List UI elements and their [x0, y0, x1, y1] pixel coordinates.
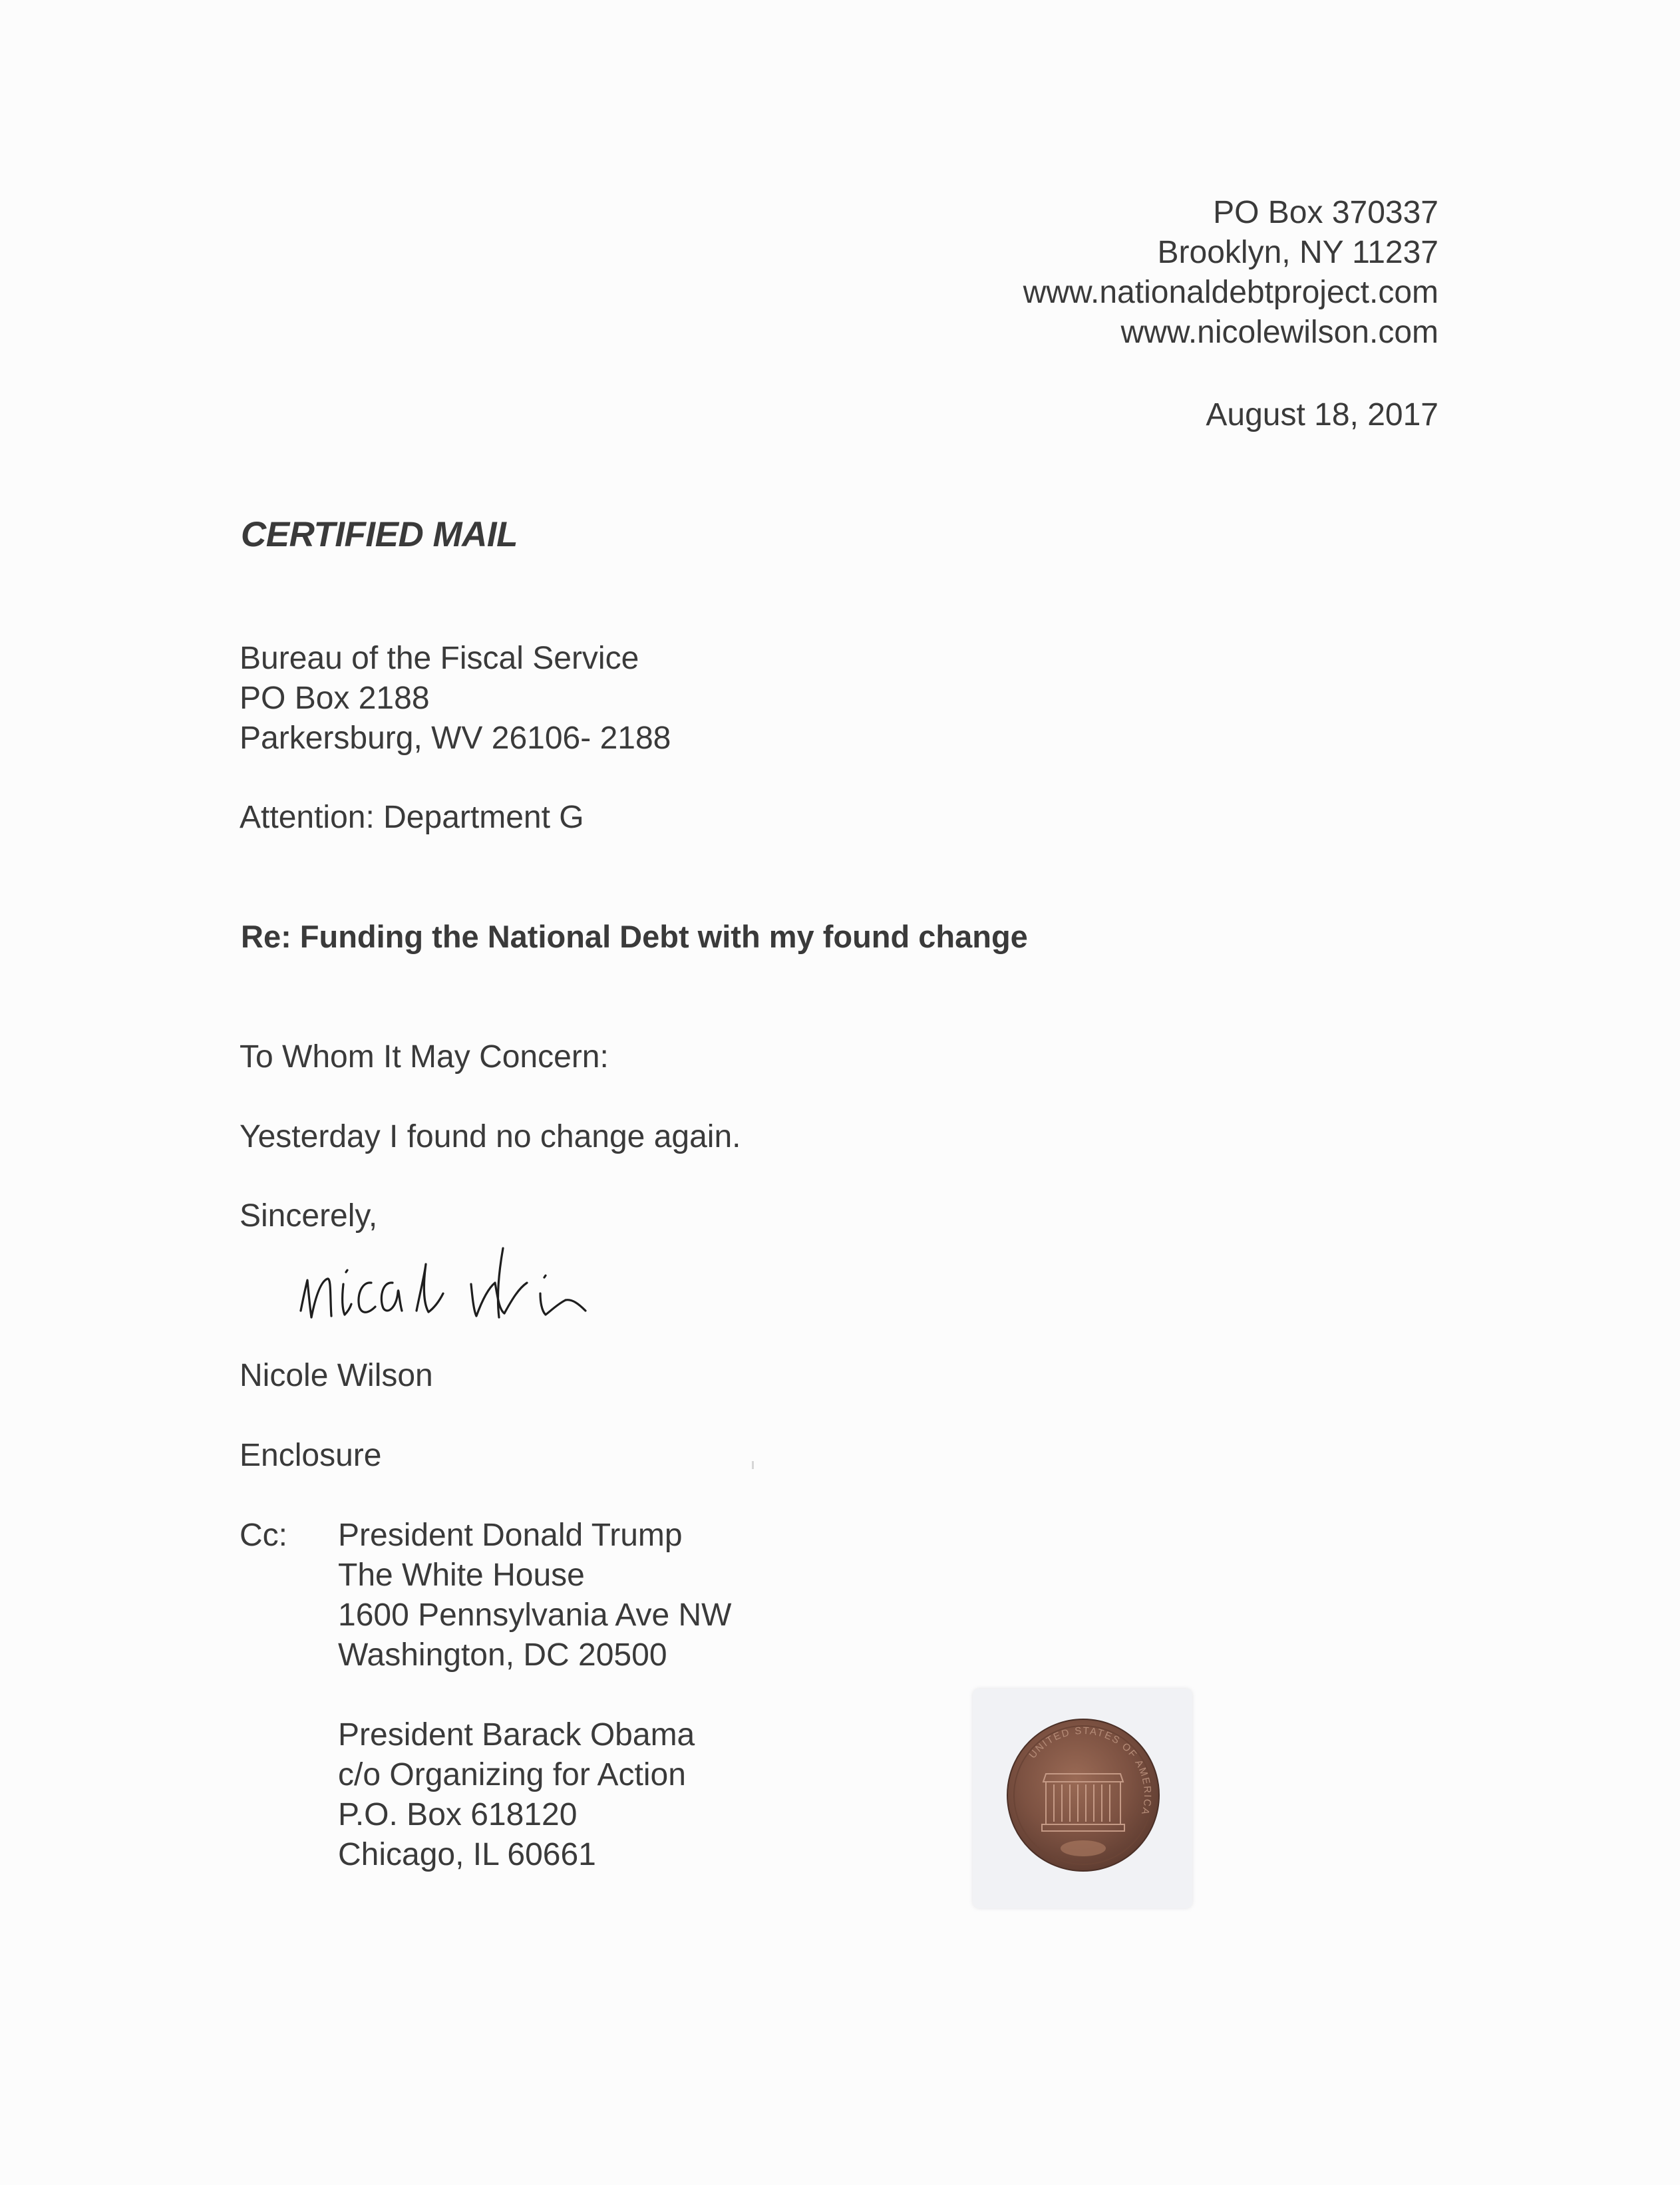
attention-line	[240, 798, 584, 838]
signer-name-text: Nicole Wilson	[240, 1358, 433, 1393]
recipient-line: Bureau of the Fiscal Service	[240, 641, 639, 676]
cc-line: Chicago, IL 60661	[338, 1837, 596, 1872]
cc-line: President Donald Trump	[338, 1518, 683, 1553]
cc-line: Washington, DC 20500	[338, 1637, 667, 1673]
certified-mail-heading: CERTIFIED MAIL	[241, 515, 518, 554]
letter-date	[1206, 395, 1438, 435]
date-text: August 18, 2017	[1206, 397, 1438, 432]
cc-line: P.O. Box 618120	[338, 1797, 578, 1832]
enclosure-note	[240, 1436, 381, 1476]
return-address-line: www.nationaldebtproject.com	[1023, 275, 1438, 310]
subject-line: Re: Funding the National Debt with my found change	[241, 919, 1028, 954]
cc-recipient	[338, 1715, 695, 1875]
salutation-text: To Whom It May Concern:	[240, 1039, 609, 1075]
return-address-line: www.nicolewilson.com	[1120, 315, 1438, 350]
cc-line: The White House	[338, 1558, 585, 1593]
handwritten-signature	[293, 1211, 652, 1344]
body-paragraph: Yesterday I found no change again.	[240, 1119, 741, 1154]
paper-speck	[752, 1461, 754, 1469]
cc-line: 1600 Pennsylvania Ave NW	[338, 1597, 732, 1633]
enclosure-text: Enclosure	[240, 1438, 382, 1473]
taped-penny	[973, 1689, 1192, 1908]
signer-name	[240, 1356, 433, 1396]
cc-line: c/o Organizing for Action	[338, 1757, 686, 1792]
attention-text: Attention: Department G	[240, 800, 584, 835]
cc-label	[240, 1516, 287, 1556]
salutation	[240, 1037, 609, 1077]
letter-body	[240, 1117, 741, 1157]
return-address-line: PO Box 370337	[1213, 195, 1438, 230]
cc-label-text: Cc:	[240, 1518, 287, 1553]
return-address-line: Brooklyn, NY 11237	[1157, 235, 1438, 270]
recipient-address	[240, 639, 671, 758]
recipient-line: Parkersburg, WV 26106- 2188	[240, 721, 671, 756]
recipient-line: PO Box 2188	[240, 681, 430, 716]
coin-inscription: UNITED STATES OF AMERICA	[1027, 1725, 1154, 1817]
return-address	[1023, 193, 1438, 353]
cc-recipient	[338, 1516, 731, 1675]
penny-coin-icon	[1006, 1718, 1160, 1872]
closing-text: Sincerely,	[240, 1198, 378, 1234]
cc-line: President Barack Obama	[338, 1717, 695, 1753]
